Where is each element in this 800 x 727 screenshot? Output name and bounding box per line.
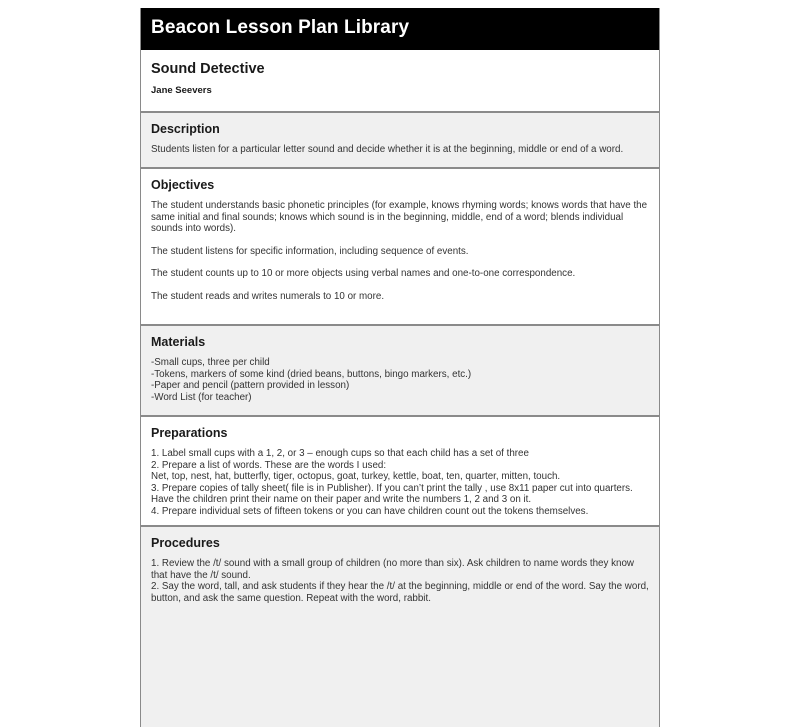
preparation-line: 2. Prepare a list of words. These are the words I used: (151, 459, 387, 471)
objective-item: The student listens for specific information, including sequence of events. (151, 245, 469, 257)
lesson-page (140, 8, 660, 727)
site-banner (141, 8, 659, 50)
preparation-line: Net, top, nest, hat, butterfly, tiger, octopus, goat, turkey, kettle, boat, ten, quarter, mitten, touch. (151, 471, 561, 483)
preparation-line: Have the children print their name on their paper and write the numbers 1, 2 and 3 on it. (151, 494, 532, 506)
preparation-line: 4. Prepare individual sets of fifteen tokens or you can have children count out the tokens themselves. (151, 505, 589, 517)
objective-item: The student reads and writes numerals to 10 or more. (151, 290, 385, 302)
objectives-section (141, 169, 659, 326)
procedures-heading: Procedures (151, 536, 220, 550)
procedures-section (141, 527, 659, 727)
procedure-step: 2. Say the word, tall, and ask students if they hear the /t/ at the beginning, middle or end of the word. Say the word, button, and ask the same question. Repeat with the word, rabbit. (151, 581, 649, 604)
preparations-list (151, 448, 649, 518)
preparations-section (141, 417, 659, 527)
materials-section (141, 326, 659, 417)
preparation-line: 3. Prepare copies of tally sheet( file is in Publisher). If you can’t print the tally , use 8x11 paper cut into quarters. (151, 482, 633, 494)
materials-heading: Materials (151, 335, 206, 349)
material-item: -Word List (for teacher) (151, 391, 252, 403)
site-title: Beacon Lesson Plan Library (151, 17, 410, 38)
materials-list (151, 357, 649, 403)
description-section (141, 113, 659, 169)
description-text: Students listen for a particular letter sound and decide whether it is at the beginning, middle or end of a word. (151, 144, 624, 155)
objective-item: The student counts up to 10 or more objects using verbal names and one-to-one correspondence. (151, 268, 576, 279)
objective-item: The student understands basic phonetic principles (for example, knows rhyming words; knows words that have the same initial and final sounds; knows which sound is in the beginning, middle, end of a word; blends individual sounds into words). (151, 200, 648, 234)
lesson-title: Sound Detective (151, 61, 265, 77)
lesson-author: Jane Seevers (151, 85, 212, 96)
material-item: -Small cups, three per child (151, 357, 270, 368)
objectives-heading: Objectives (151, 178, 215, 192)
procedures-list (151, 558, 649, 604)
material-item: -Tokens, markers of some kind (dried beans, buttons, bingo markers, etc.) (151, 368, 472, 380)
preparations-heading: Preparations (151, 426, 228, 440)
material-item: -Paper and pencil (pattern provided in lesson) (151, 380, 350, 392)
procedure-step: 1. Review the /t/ sound with a small group of children (no more than six). Ask children to name words they know that have the /t/ sound. (151, 558, 634, 581)
description-heading: Description (151, 122, 220, 136)
preparation-line: 1. Label small cups with a 1, 2, or 3 – enough cups so that each child has a set of three (151, 448, 529, 459)
lesson-header (141, 50, 659, 113)
